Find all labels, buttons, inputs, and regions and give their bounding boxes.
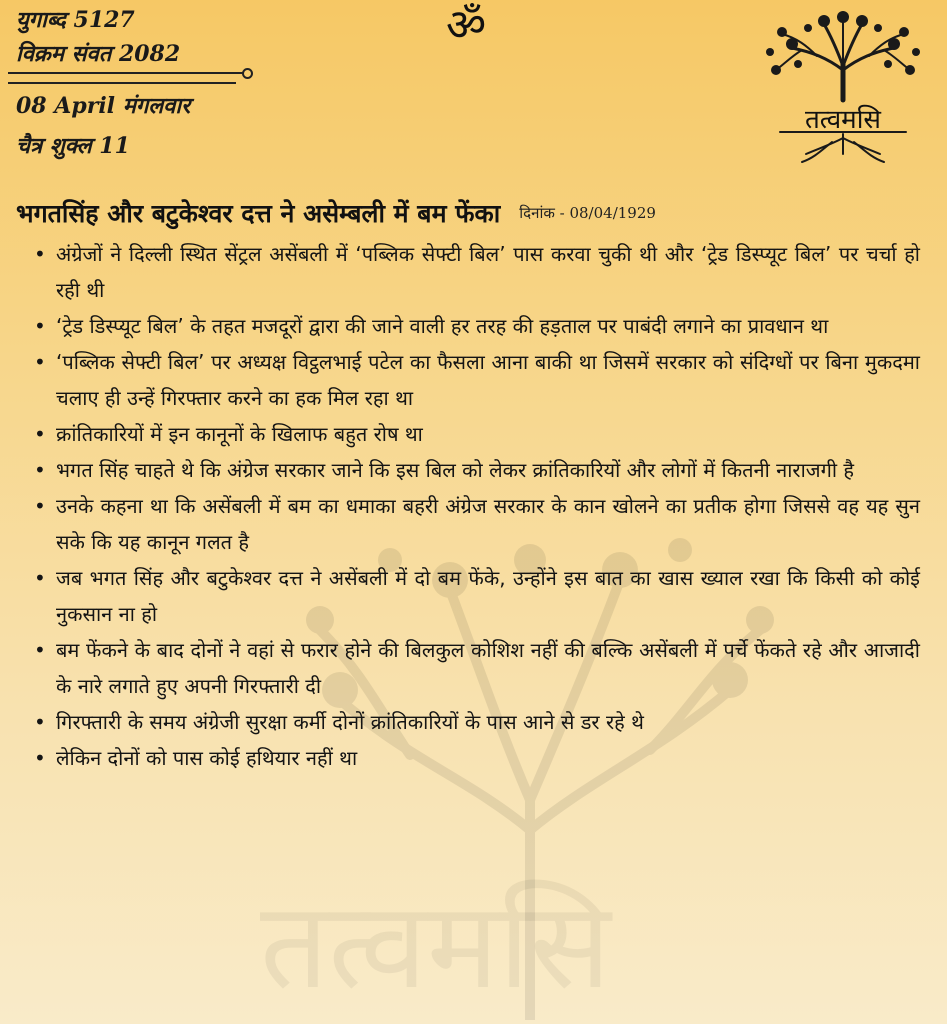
list-item: • उनके कहना था कि असेंबली में बम का धमाका बहरी अंग्रेज सरकार के कान खोलने का प्रतीक होगा जिससे वह यह सुन सके कि यह कानून गलत है xyxy=(22,488,920,560)
list-item: • लेकिन दोनों को पास कोई हथियार नहीं था xyxy=(22,740,920,776)
article-title: भगतसिंह और बटुकेश्वर दत्त ने असेम्बली में बम फेंका xyxy=(16,199,501,228)
logo xyxy=(762,8,924,164)
list-item: • बम फेंकने के बाद दोनों ने वहां से फरार होने की बिलकुल कोशिश नहीं की बल्कि असेंबली में पर्चे फेंकते रहे और आजादी के नारे लगाते हुए अपनी गिरफ्तारी दी xyxy=(22,632,920,704)
list-item: • जब भगत सिंह और बटुकेश्वर दत्त ने असेंबली में दो बम फेंके, उन्होंने इस बात का खास ख्याल रखा कि किसी को कोई नुकसान ना हो xyxy=(22,560,920,632)
list-item: • ‘पब्लिक सेफ्टी बिल’ पर अध्यक्ष विट्ठलभाई पटेल का फैसला आना बाकी था जिसमें सरकार को संदिग्धों पर बिना मुकदमा चलाए ही उन्हें गिरफ्तार करने का हक मिल रहा था xyxy=(22,344,920,416)
article-title-row xyxy=(16,196,936,230)
divider-dot xyxy=(242,68,253,79)
header xyxy=(0,0,947,180)
yugabd-text: युगाब्द 5127 xyxy=(16,7,135,33)
om-symbol: ॐ xyxy=(446,0,487,51)
vikram-samvat-text: विक्रम संवत 2082 xyxy=(16,41,181,67)
watermark-text: तत्वमसि xyxy=(260,877,611,1016)
divider-line xyxy=(8,72,244,74)
list-item: • भगत सिंह चाहते थे कि अंग्रेज सरकार जाने कि इस बिल को लेकर क्रांतिकारियों और लोगों में कितनी नाराजगी है xyxy=(22,452,920,488)
list-item: • अंग्रेजों ने दिल्ली स्थित सेंट्रल असेंबली में ‘पब्लिक सेफ्टी बिल’ पास करवा चुकी थी और ‘ट्रेड डिस्प्यूट बिल’ पर चर्चा हो रही थी xyxy=(22,236,920,308)
tree-icon xyxy=(762,8,924,164)
tithi-text: चैत्र शुक्ल 11 xyxy=(16,133,130,159)
bullet-list xyxy=(22,236,920,776)
date-weekday-text: 08 April मंगलवार xyxy=(16,93,191,119)
list-item: • ‘ट्रेड डिस्प्यूट बिल’ के तहत मजदूरों द्वारा की जाने वाली हर तरह की हड़ताल पर पाबंदी लगाने का प्रावधान था xyxy=(22,308,920,344)
divider-line xyxy=(8,82,236,84)
logo-text: तत्वमसि xyxy=(804,105,882,135)
list-item: • क्रांतिकारियों में इन कानूनों के खिलाफ बहुत रोष था xyxy=(22,416,920,452)
list-item: • गिरफ्तारी के समय अंग्रेजी सुरक्षा कर्मी दोनों क्रांतिकारियों के पास आने से डर रहे थे xyxy=(22,704,920,740)
event-date: दिनांक - 08/04/1929 xyxy=(519,204,656,222)
